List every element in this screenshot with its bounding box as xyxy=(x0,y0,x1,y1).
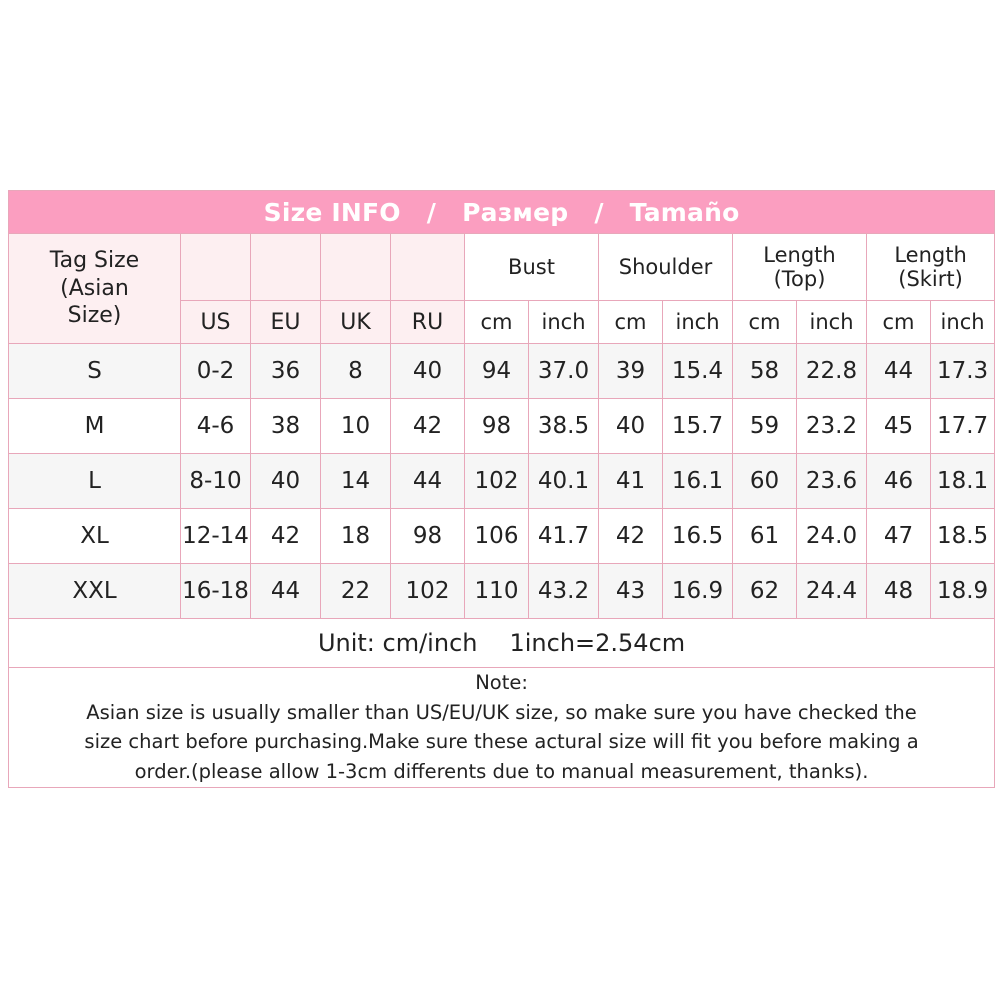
header-shoulder-inch: inch xyxy=(663,301,733,344)
cell-us: 16-18 xyxy=(181,564,251,619)
table-title-cell xyxy=(9,191,995,234)
header-length-skirt-line1: Length xyxy=(894,242,967,267)
cell-length-skirt-inch: 18.9 xyxy=(931,564,995,619)
cell-tag-size: M xyxy=(9,399,181,454)
header-bust-cm: cm xyxy=(465,301,529,344)
header-length-top-line1: Length xyxy=(763,242,836,267)
title-part-razmer: Размер xyxy=(462,197,569,227)
header-tag-size xyxy=(9,234,181,344)
header-shoulder-cm: cm xyxy=(599,301,663,344)
title-part-size-info: Size INFO xyxy=(263,197,401,227)
size-chart-container xyxy=(8,190,994,788)
cell-ru: 44 xyxy=(391,454,465,509)
cell-us: 12-14 xyxy=(181,509,251,564)
table-title-row xyxy=(9,191,995,234)
header-tag-size-line1: Tag Size xyxy=(49,248,140,274)
cell-shoulder-inch: 16.1 xyxy=(663,454,733,509)
cell-eu: 42 xyxy=(251,509,321,564)
header-tag-size-line2: (Asian xyxy=(60,275,129,301)
cell-eu: 44 xyxy=(251,564,321,619)
header-length-skirt-cm: cm xyxy=(867,301,931,344)
title-separator-2: / xyxy=(594,197,604,227)
cell-eu: 40 xyxy=(251,454,321,509)
cell-length-top-cm: 59 xyxy=(733,399,797,454)
cell-shoulder-inch: 15.7 xyxy=(663,399,733,454)
cell-shoulder-inch: 15.4 xyxy=(663,344,733,399)
cell-bust-inch: 43.2 xyxy=(529,564,599,619)
cell-length-skirt-inch: 18.1 xyxy=(931,454,995,509)
header-length-skirt-line2: (Skirt) xyxy=(898,267,963,291)
header-length-skirt xyxy=(867,234,995,301)
cell-length-skirt-cm: 47 xyxy=(867,509,931,564)
cell-tag-size: S xyxy=(9,344,181,399)
cell-shoulder-cm: 41 xyxy=(599,454,663,509)
header-eu: EU xyxy=(251,301,321,344)
header-ru: RU xyxy=(391,301,465,344)
cell-tag-size: XXL xyxy=(9,564,181,619)
unit-note-cell xyxy=(9,619,995,668)
cell-length-skirt-inch: 17.7 xyxy=(931,399,995,454)
note-line-1: Asian size is usually smaller than US/EU/UK size, so make sure you have checked the xyxy=(86,700,917,724)
title-part-tamano: Tamaño xyxy=(629,197,740,227)
cell-uk: 14 xyxy=(321,454,391,509)
cell-length-top-inch: 23.2 xyxy=(797,399,867,454)
cell-tag-size: XL xyxy=(9,509,181,564)
cell-us: 4-6 xyxy=(181,399,251,454)
cell-bust-inch: 37.0 xyxy=(529,344,599,399)
unit-note-row xyxy=(9,619,995,668)
header-ru-top xyxy=(391,234,465,301)
unit-label: Unit: cm/inch xyxy=(317,629,478,657)
cell-bust-cm: 102 xyxy=(465,454,529,509)
cell-length-skirt-inch: 17.3 xyxy=(931,344,995,399)
table-row xyxy=(9,564,995,619)
cell-length-top-cm: 60 xyxy=(733,454,797,509)
cell-length-top-cm: 61 xyxy=(733,509,797,564)
cell-us: 8-10 xyxy=(181,454,251,509)
cell-length-top-inch: 22.8 xyxy=(797,344,867,399)
cell-ru: 40 xyxy=(391,344,465,399)
header-group-row xyxy=(9,234,995,301)
cell-uk: 10 xyxy=(321,399,391,454)
cell-eu: 38 xyxy=(251,399,321,454)
cell-ru: 102 xyxy=(391,564,465,619)
table-row xyxy=(9,454,995,509)
cell-eu: 36 xyxy=(251,344,321,399)
cell-bust-inch: 40.1 xyxy=(529,454,599,509)
header-bust-inch: inch xyxy=(529,301,599,344)
cell-length-skirt-inch: 18.5 xyxy=(931,509,995,564)
note-line-3: order.(please allow 1-3cm differents due to manual measurement, thanks). xyxy=(134,759,869,783)
note-row xyxy=(9,668,995,788)
cell-length-skirt-cm: 46 xyxy=(867,454,931,509)
header-eu-top xyxy=(251,234,321,301)
note-cell xyxy=(9,668,995,788)
header-us: US xyxy=(181,301,251,344)
cell-shoulder-cm: 43 xyxy=(599,564,663,619)
cell-bust-cm: 106 xyxy=(465,509,529,564)
header-length-top-line2: (Top) xyxy=(773,267,826,291)
cell-bust-cm: 94 xyxy=(465,344,529,399)
note-line-2: size chart before purchasing.Make sure these actural size will fit you before making a xyxy=(84,730,919,754)
table-row xyxy=(9,509,995,564)
header-length-top-inch: inch xyxy=(797,301,867,344)
header-bust: Bust xyxy=(465,234,599,301)
cell-length-skirt-cm: 45 xyxy=(867,399,931,454)
cell-us: 0-2 xyxy=(181,344,251,399)
cell-shoulder-cm: 40 xyxy=(599,399,663,454)
cell-shoulder-cm: 39 xyxy=(599,344,663,399)
cell-bust-cm: 110 xyxy=(465,564,529,619)
header-uk: UK xyxy=(321,301,391,344)
header-tag-size-line3: Size) xyxy=(67,303,122,329)
cell-length-top-cm: 62 xyxy=(733,564,797,619)
cell-length-top-inch: 23.6 xyxy=(797,454,867,509)
size-info-table xyxy=(8,190,995,788)
header-length-top-cm: cm xyxy=(733,301,797,344)
header-us-top xyxy=(181,234,251,301)
cell-length-top-inch: 24.4 xyxy=(797,564,867,619)
cell-bust-cm: 98 xyxy=(465,399,529,454)
header-length-skirt-inch: inch xyxy=(931,301,995,344)
unit-conversion: 1inch=2.54cm xyxy=(509,629,686,657)
note-label: Note: xyxy=(475,671,528,694)
cell-uk: 22 xyxy=(321,564,391,619)
cell-shoulder-inch: 16.9 xyxy=(663,564,733,619)
table-row xyxy=(9,344,995,399)
cell-length-top-cm: 58 xyxy=(733,344,797,399)
cell-uk: 18 xyxy=(321,509,391,564)
cell-shoulder-cm: 42 xyxy=(599,509,663,564)
header-shoulder: Shoulder xyxy=(599,234,733,301)
cell-ru: 42 xyxy=(391,399,465,454)
cell-length-skirt-cm: 48 xyxy=(867,564,931,619)
table-row xyxy=(9,399,995,454)
cell-tag-size: L xyxy=(9,454,181,509)
cell-length-top-inch: 24.0 xyxy=(797,509,867,564)
cell-length-skirt-cm: 44 xyxy=(867,344,931,399)
cell-ru: 98 xyxy=(391,509,465,564)
header-length-top xyxy=(733,234,867,301)
header-uk-top xyxy=(321,234,391,301)
cell-uk: 8 xyxy=(321,344,391,399)
cell-shoulder-inch: 16.5 xyxy=(663,509,733,564)
cell-bust-inch: 41.7 xyxy=(529,509,599,564)
title-separator-1: / xyxy=(426,197,437,227)
cell-bust-inch: 38.5 xyxy=(529,399,599,454)
